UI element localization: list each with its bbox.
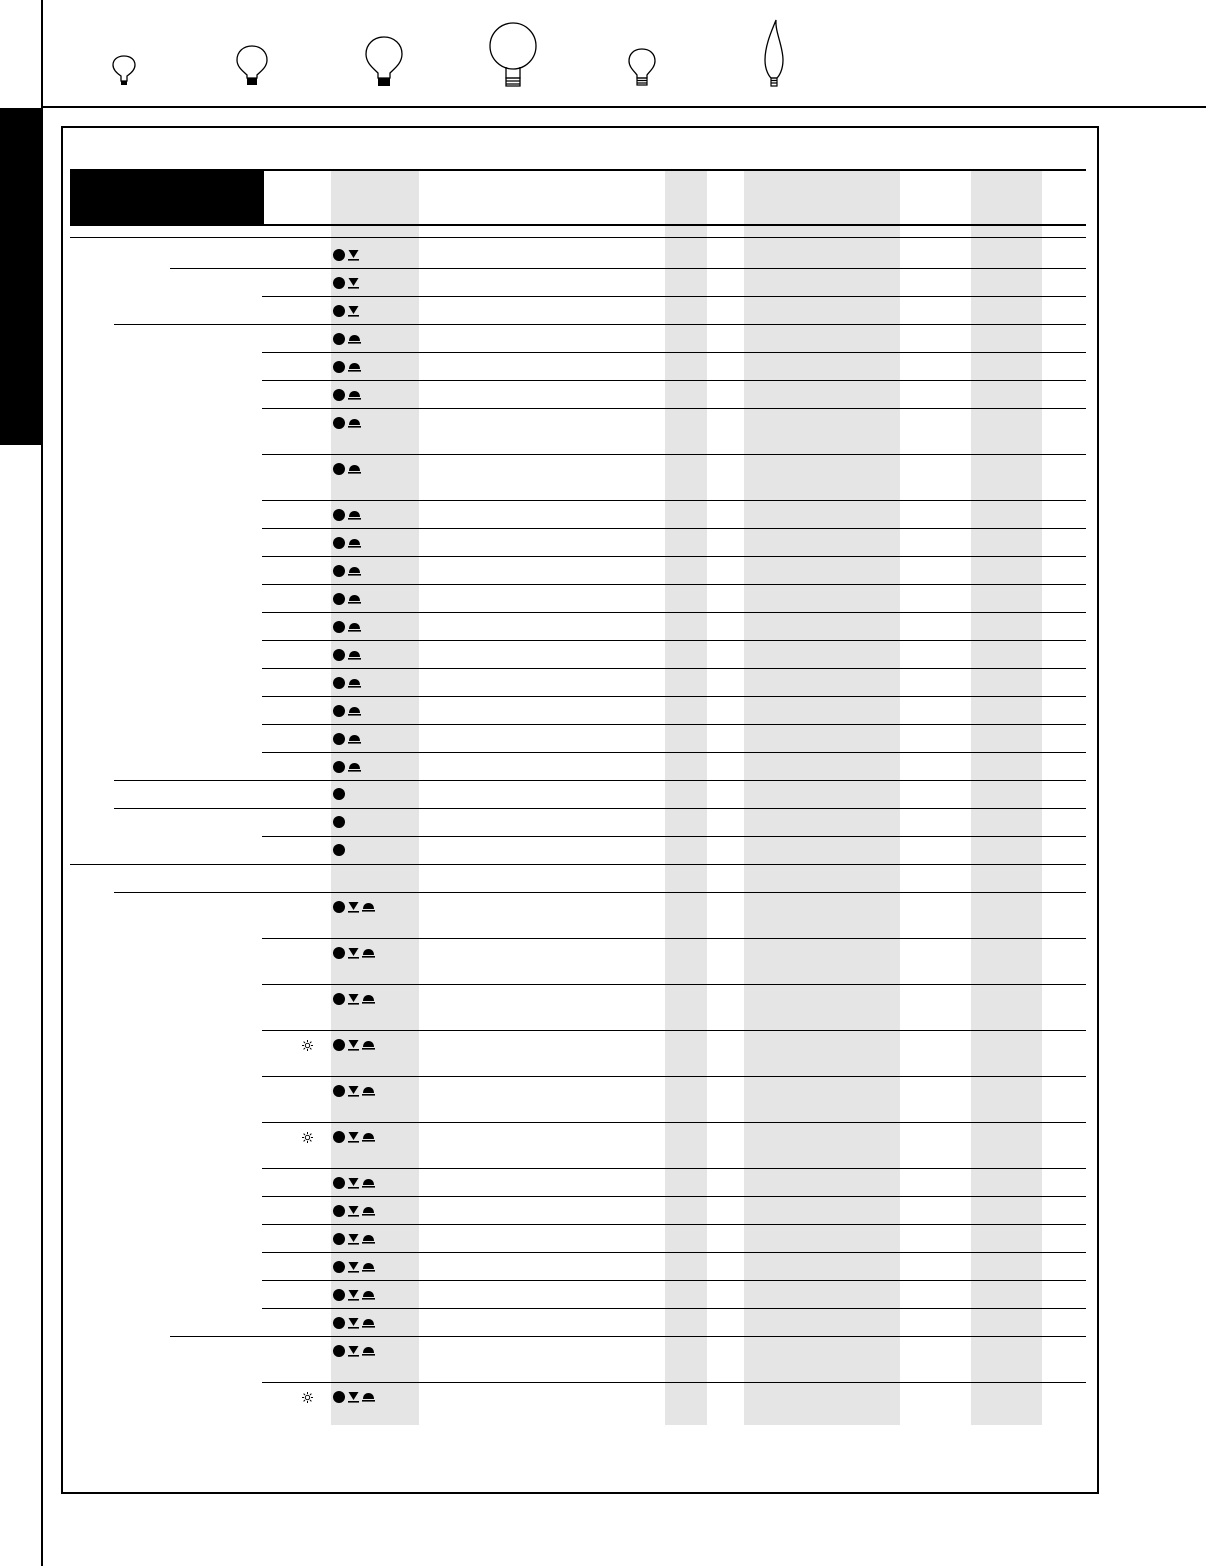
row-symbols <box>333 389 361 401</box>
filled-circle-icon <box>333 249 345 261</box>
row-symbols <box>333 509 361 521</box>
downward-triangle-icon <box>348 1261 359 1273</box>
dome-icon <box>348 389 361 401</box>
row-divider <box>262 380 1086 381</box>
row-divider <box>262 836 1086 837</box>
downward-triangle-icon <box>348 901 359 913</box>
filled-circle-icon <box>333 305 345 317</box>
filled-circle-icon <box>333 463 345 475</box>
shaded-column-4 <box>971 171 1042 1425</box>
dome-icon <box>362 1345 375 1357</box>
row-symbols <box>333 1205 375 1217</box>
shaded-column-2 <box>665 171 707 1425</box>
downward-triangle-icon <box>348 947 359 959</box>
row-symbols <box>333 249 359 261</box>
dome-icon <box>362 1233 375 1245</box>
row-symbols <box>333 1345 375 1357</box>
row-divider <box>114 808 1086 809</box>
filled-circle-icon <box>333 1317 345 1329</box>
downward-triangle-icon <box>348 1289 359 1301</box>
dome-icon <box>362 901 375 913</box>
filled-circle-icon <box>333 621 345 633</box>
dome-icon <box>362 993 375 1005</box>
row-divider <box>262 296 1086 297</box>
row-divider <box>262 612 1086 613</box>
row-divider <box>262 668 1086 669</box>
downward-triangle-icon <box>348 1085 359 1097</box>
dome-icon <box>362 1205 375 1217</box>
dome-icon <box>348 677 361 689</box>
row-divider <box>262 528 1086 529</box>
row-divider <box>262 1382 1086 1383</box>
filled-circle-icon <box>333 1205 345 1217</box>
downward-triangle-icon <box>348 1039 359 1051</box>
row-symbols <box>333 1391 375 1403</box>
dome-icon <box>362 1131 375 1143</box>
row-divider <box>70 864 1086 865</box>
dome-icon <box>362 947 375 959</box>
filled-circle-icon <box>333 361 345 373</box>
row-symbols <box>333 761 361 773</box>
filled-circle-icon <box>333 1345 345 1357</box>
row-symbols <box>333 1261 375 1273</box>
filled-circle-icon <box>333 1289 345 1301</box>
row-divider <box>114 892 1086 893</box>
section-tab <box>0 108 42 445</box>
dome-icon <box>362 1085 375 1097</box>
row-divider <box>114 324 1086 325</box>
filled-circle-icon <box>333 565 345 577</box>
row-divider <box>262 556 1086 557</box>
row-divider <box>170 268 1086 269</box>
row-divider <box>262 1280 1086 1281</box>
row-divider <box>262 1252 1086 1253</box>
filled-circle-icon <box>333 417 345 429</box>
filled-circle-icon <box>333 947 345 959</box>
dome-icon <box>348 333 361 345</box>
downward-triangle-icon <box>348 993 359 1005</box>
dome-icon <box>362 1177 375 1189</box>
row-symbols <box>333 733 361 745</box>
row-divider <box>262 584 1086 585</box>
row-divider <box>262 408 1086 409</box>
row-symbols <box>333 788 345 800</box>
downward-triangle-icon <box>348 1177 359 1189</box>
row-symbols <box>333 537 361 549</box>
specifications-table-frame <box>61 126 1099 1494</box>
filled-circle-icon <box>333 1131 345 1143</box>
row-divider <box>262 1076 1086 1077</box>
standard-bulb-icon <box>235 44 269 88</box>
filled-circle-icon <box>333 1039 345 1051</box>
dome-icon <box>348 417 361 429</box>
filled-circle-icon <box>333 816 345 828</box>
filled-circle-icon <box>333 649 345 661</box>
row-symbols <box>333 333 361 345</box>
row-symbols <box>333 565 361 577</box>
dome-icon <box>348 621 361 633</box>
downward-triangle-icon <box>348 305 359 317</box>
filled-circle-icon <box>333 1233 345 1245</box>
row-symbols <box>333 1289 375 1301</box>
sun-icon <box>302 1392 313 1403</box>
row-symbols <box>333 1085 375 1097</box>
row-symbols <box>333 463 361 475</box>
row-symbols <box>333 649 361 661</box>
filled-circle-icon <box>333 788 345 800</box>
dome-icon <box>362 1391 375 1403</box>
round-bulb-icon <box>111 54 137 88</box>
row-symbols <box>333 677 361 689</box>
dome-icon <box>348 537 361 549</box>
dome-icon <box>348 649 361 661</box>
downward-triangle-icon <box>348 1317 359 1329</box>
filled-circle-icon <box>333 333 345 345</box>
downward-triangle-icon <box>348 1345 359 1357</box>
bulb-shapes-strip <box>43 0 1206 106</box>
row-divider <box>262 752 1086 753</box>
dome-icon <box>362 1289 375 1301</box>
filled-circle-icon <box>333 993 345 1005</box>
dome-icon <box>348 733 361 745</box>
row-divider <box>262 724 1086 725</box>
filled-circle-icon <box>333 901 345 913</box>
row-symbols <box>333 993 375 1005</box>
dome-icon <box>348 361 361 373</box>
row-symbols <box>333 1177 375 1189</box>
row-symbols <box>333 1131 375 1143</box>
table-header-rule <box>70 224 1086 226</box>
row-divider <box>262 352 1086 353</box>
row-symbols <box>333 305 359 317</box>
row-symbols <box>333 1317 375 1329</box>
filled-circle-icon <box>333 1261 345 1273</box>
filled-circle-icon <box>333 677 345 689</box>
globe-bulb-icon <box>488 22 538 90</box>
top-rule <box>41 106 1206 108</box>
row-divider <box>262 1122 1086 1123</box>
filled-circle-icon <box>333 761 345 773</box>
row-symbols <box>333 901 375 913</box>
row-symbols <box>333 621 361 633</box>
dome-icon <box>362 1317 375 1329</box>
row-divider <box>170 1336 1086 1337</box>
downward-triangle-icon <box>348 1205 359 1217</box>
row-divider <box>262 1168 1086 1169</box>
downward-triangle-icon <box>348 1233 359 1245</box>
sun-icon <box>302 1040 313 1051</box>
dome-icon <box>348 761 361 773</box>
row-divider <box>262 696 1086 697</box>
sun-icon <box>302 1132 313 1143</box>
shaded-column-3 <box>744 171 900 1425</box>
filled-circle-icon <box>333 705 345 717</box>
row-symbols <box>333 1039 375 1051</box>
downward-triangle-icon <box>348 277 359 289</box>
filled-circle-icon <box>333 733 345 745</box>
row-symbols <box>333 947 375 959</box>
row-symbols <box>333 593 361 605</box>
row-symbols <box>333 361 361 373</box>
filled-circle-icon <box>333 537 345 549</box>
row-symbols <box>333 816 345 828</box>
filled-circle-icon <box>333 509 345 521</box>
row-divider <box>114 780 1086 781</box>
row-divider <box>262 454 1086 455</box>
dome-icon <box>362 1261 375 1273</box>
row-symbols <box>333 1233 375 1245</box>
large-standard-bulb-icon <box>364 35 404 89</box>
row-divider <box>262 938 1086 939</box>
filled-circle-icon <box>333 277 345 289</box>
filled-circle-icon <box>333 1177 345 1189</box>
dome-icon <box>348 705 361 717</box>
row-symbols <box>333 705 361 717</box>
filled-circle-icon <box>333 844 345 856</box>
candle-flame-bulb-icon <box>761 18 787 90</box>
filled-circle-icon <box>333 593 345 605</box>
row-symbols <box>333 277 359 289</box>
dome-icon <box>348 565 361 577</box>
row-divider <box>262 640 1086 641</box>
row-divider <box>70 237 1086 238</box>
row-symbols <box>333 417 361 429</box>
dome-icon <box>348 509 361 521</box>
downward-triangle-icon <box>348 1131 359 1143</box>
table-header-block <box>70 171 264 225</box>
filled-circle-icon <box>333 1085 345 1097</box>
downward-triangle-icon <box>348 1391 359 1403</box>
dome-icon <box>348 593 361 605</box>
row-divider <box>262 1030 1086 1031</box>
dome-icon <box>362 1039 375 1051</box>
filled-circle-icon <box>333 389 345 401</box>
downward-triangle-icon <box>348 249 359 261</box>
row-symbols <box>333 844 345 856</box>
filled-circle-icon <box>333 1391 345 1403</box>
row-divider <box>262 500 1086 501</box>
row-divider <box>262 1308 1086 1309</box>
dome-icon <box>348 463 361 475</box>
row-divider <box>262 984 1086 985</box>
small-standard-bulb-icon <box>627 47 657 89</box>
row-divider <box>262 1224 1086 1225</box>
row-divider <box>262 1196 1086 1197</box>
